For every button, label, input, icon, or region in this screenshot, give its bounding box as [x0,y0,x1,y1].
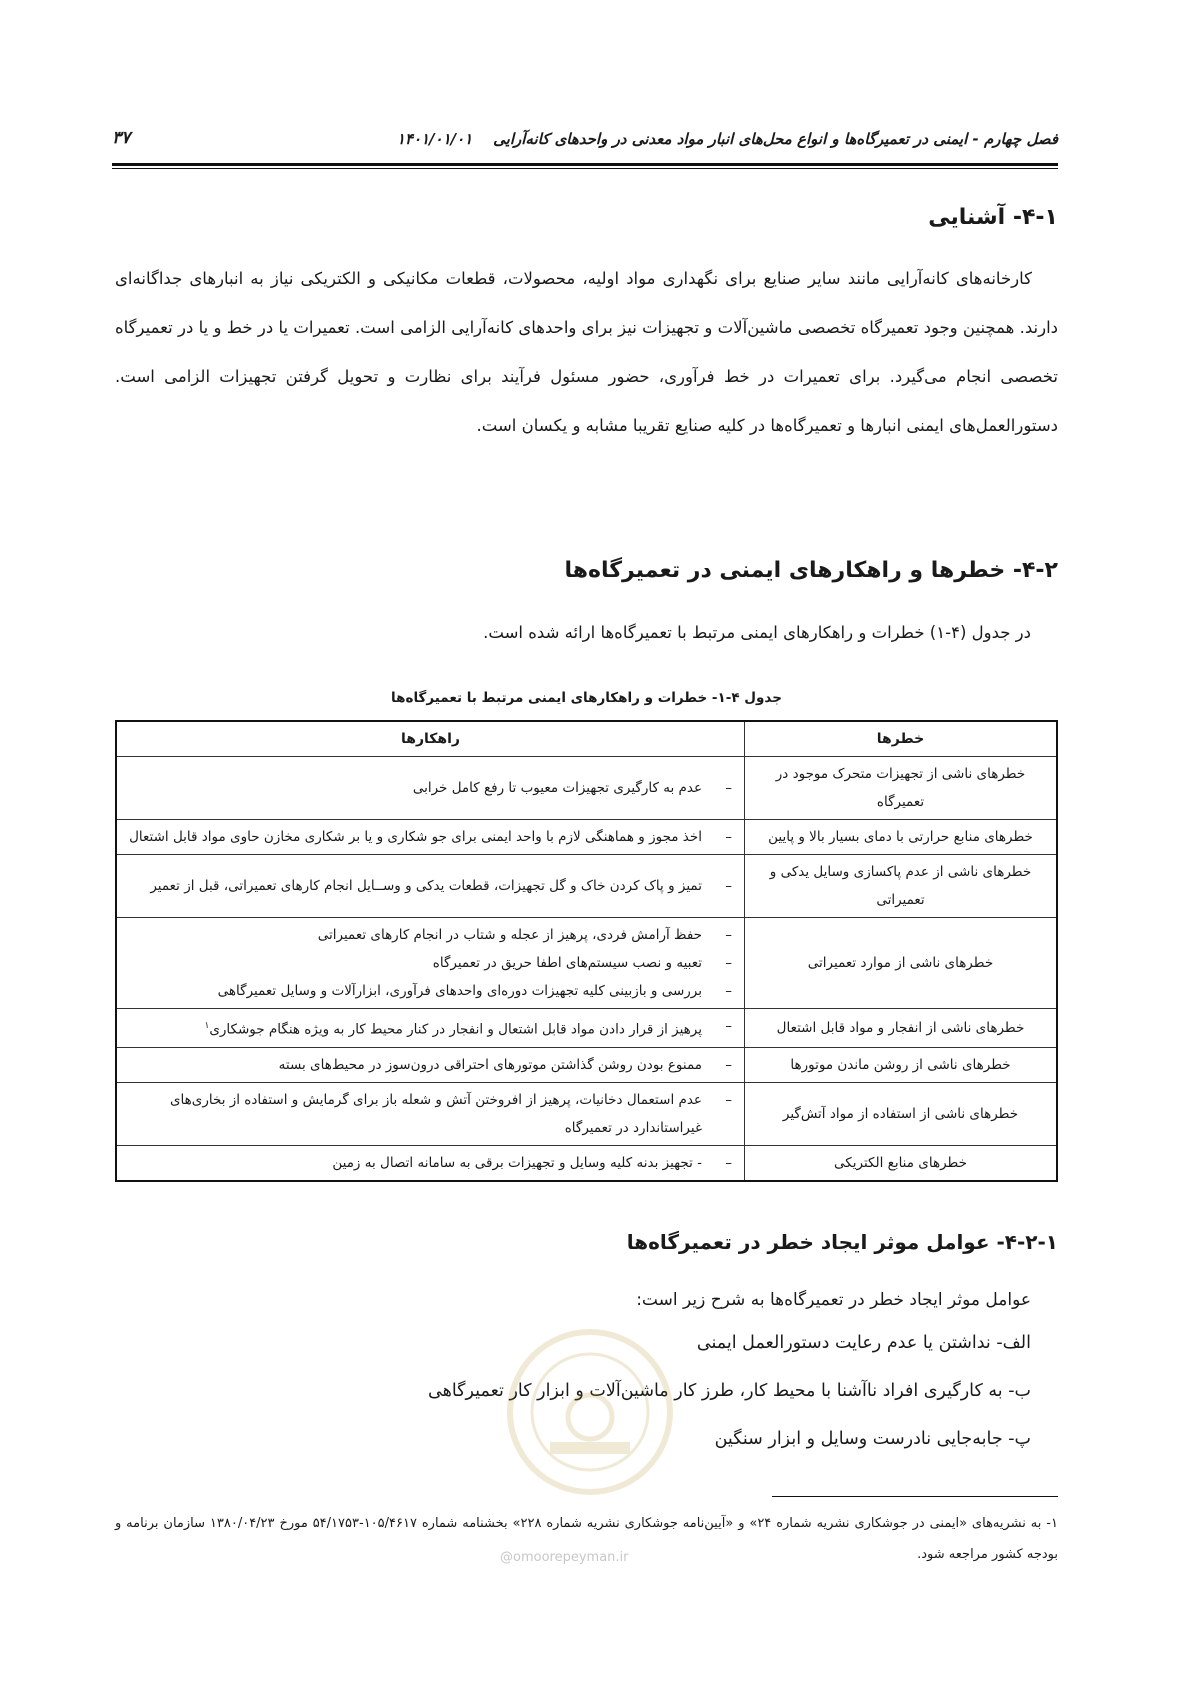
solution-item: – تمیز و پاک کردن خاک و گل تجهیزات، قطعات یدکی و وســایل انجام کارهای تعمیراتی، قبل از تعمیر [125,872,736,900]
solution-text: پرهیز از قرار دادن مواد قابل اشتعال و انفجار در کنار محیط کار به ویژه هنگام جوشکاری [209,1021,702,1038]
introduction-paragraph: کارخانه‌های کانه‌آرایی مانند سایر صنایع برای نگهداری مواد اولیه، محصولات، قطعات مکانیکی و الکتریکی نیاز به انبارهای جداگانه‌ای دارند. همچنین وجود تعمیرگاه تخصصی ماشین‌آلات و تجهیزات نیز برای واحدهای کانه‌آرایی الزامی است. تعمیرات یا در خط و یا در تعمیرگاه تخصصی انجام می‌گیرد. برای تعمیرات در خط فرآوری، حضور مسئول فرآیند برای نظارت و تحویل گرفتن تجهیزات الزامی است. دستورالعمل‌های ایمنی انبارها و تعمیرگاه‌ها در کلیه صنایع تقریبا مشابه و یکسان است. [115,269,1058,435]
table-header-row [116,721,1057,757]
column-header-hazards: خطرها [745,721,1058,757]
table-row [116,855,1057,918]
solution-item: – تعبیه و نصب سیستم‌های اطفا حریق در تعمیرگاه [125,949,736,977]
solutions-cell [116,820,745,855]
solutions-cell [116,918,745,1009]
footnote-ref[interactable]: ۱ [204,1021,210,1031]
table-caption: جدول ۴-۱- خطرات و راهکارهای ایمنی مرتبط با تعمیرگاه‌ها [391,690,782,706]
solution-item: – ممنوع بودن روشن گذاشتن موتورهای احتراقی درون‌سوز در محیط‌های بسته [125,1051,736,1079]
header-divider [112,163,1058,169]
solutions-cell [116,757,745,820]
hazard-cell: خطرهای ناشی از عدم پاکسازی وسایل یدکی و تعمیراتی [745,855,1058,918]
table-row [116,1145,1057,1181]
footnote-divider [772,1496,1058,1497]
solution-item: – حفظ آرامش فردی، پرهیز از عجله و شتاب در انجام کارهای تعمیراتی [125,921,736,949]
risk-factors-intro: عوامل موثر ایجاد خطر در تعمیرگاه‌ها به شرح زیر است: [636,1290,1031,1310]
column-header-solutions: راهکارها [116,721,745,757]
chapter-title: فصل چهارم - ایمنی در تعمیرگاه‌ها و انواع محل‌های انبار مواد معدنی در واحدهای کانه‌آرایی [493,130,1058,148]
table-row [116,1047,1057,1082]
hazard-cell: خطرهای ناشی از موارد تعمیراتی [745,918,1058,1009]
list-item: پ- جابه‌جایی نادرست وسایل و ابزار سنگین [714,1429,1031,1449]
hazard-cell: خطرهای ناشی از انفجار و مواد قابل اشتعال [745,1009,1058,1048]
solution-item: – اخذ مجوز و هماهنگی لازم با واحد ایمنی برای جو شکاری و یا بر شکاری مخازن حاوی مواد قابل اشتعال [125,823,736,851]
watermark-seal-icon [490,1322,690,1502]
list-item: ب- به کارگیری افراد ناآشنا با محیط کار، طرز کار ماشین‌آلات و ابزار کار تعمیرگاهی [428,1381,1031,1401]
section-heading-hazards: ۴-۲- خطرها و راهکارهای ایمنی در تعمیرگاه‌ها [564,558,1058,583]
hazards-table [115,720,1058,1182]
table-row [116,820,1057,855]
solutions-cell [116,1009,745,1048]
solutions-cell [116,1145,745,1181]
hazard-cell: خطرهای منابع الکتریکی [745,1145,1058,1181]
solutions-cell [116,1082,745,1145]
solution-item: – - تجهیز بدنه کلیه وسایل و تجهیزات برقی به سامانه اتصال به زمین [125,1149,736,1177]
page-header [112,126,1058,158]
solution-item: – عدم به کارگیری تجهیزات معیوب تا رفع کامل خرابی [125,774,736,802]
subsection-heading-risk-factors: ۴-۲-۱- عوامل موثر ایجاد خطر در تعمیرگاه‌ها [626,1230,1058,1254]
table-row [116,1082,1057,1145]
solution-item: – عدم استعمال دخانیات، پرهیز از افروختن آتش و شعله باز برای گرمایش و استفاده از بخاری‌های غیراستاندارد در تعمیرگاه [125,1086,736,1142]
list-item: الف- نداشتن یا عدم رعایت دستورالعمل ایمنی [696,1333,1031,1353]
header-date: ۱۴۰۱/۰۱/۰۱ [396,130,473,148]
hazard-cell: خطرهای ناشی از استفاده از مواد آتش‌گیر [745,1082,1058,1145]
footnote: ۱- به نشریه‌های «ایمنی در جوشکاری نشریه شماره ۲۴» و «آیین‌نامه جوشکاری نشریه شماره ۲۲۸» بخشنامه شماره ۱۰۵/۴۶۱۷-۵۴/۱۷۵۳ مورخ ۱۳۸۰/۰۴/۲۳ سازمان برنامه و بودجه کشور مراجعه شود. [115,1516,1058,1562]
running-title [397,130,1058,148]
page-number: ۳۷ [112,128,131,148]
hazard-cell: خطرهای منابع حرارتی با دمای بسیار بالا و پایین [745,820,1058,855]
table-row [116,918,1057,1009]
watermark-url: @omoorepeyman.ir [500,1550,629,1565]
solutions-cell [116,855,745,918]
table-row [116,757,1057,820]
hazard-cell: خطرهای ناشی از روشن ماندن موتورها [745,1047,1058,1082]
table-intro-text: در جدول (۴-۱) خطرات و راهکارهای ایمنی مرتبط با تعمیرگاه‌ها ارائه شده است. [483,623,1031,642]
solution-item [125,1012,736,1044]
section-heading-introduction: ۴-۱- آشنایی [928,205,1058,230]
hazard-cell: خطرهای ناشی از تجهیزات متحرک موجود در تعمیرگاه [745,757,1058,820]
solutions-cell [116,1047,745,1082]
table-row [116,1009,1057,1048]
solution-item: – بررسی و بازبینی کلیه تجهیزات دوره‌ای واحدهای فرآوری، ابزارآلات و وسایل تعمیرگاهی [125,977,736,1005]
